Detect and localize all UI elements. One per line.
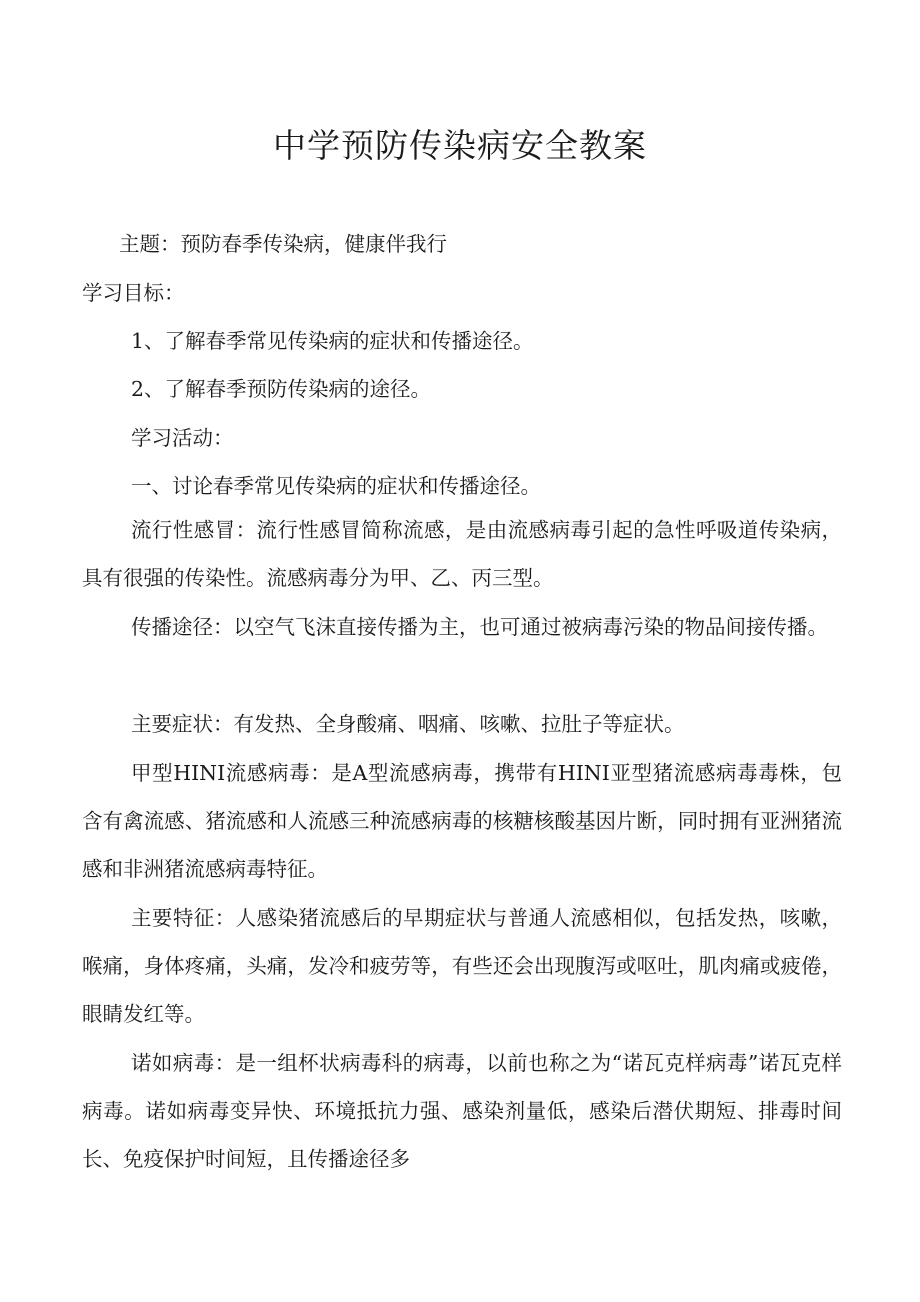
- paragraph-features: 主要特征：人感染猪流感后的早期症状与普通人流感相似，包括发热，咳嗽，喉痛，身体疼痛，头痛，发冷和疲劳等，有些还会出现腹泻或呕吐，肌肉痛或疲倦，眼睛发红等。: [82, 906, 842, 1026]
- paragraph-h1n1: 甲型HINI流感病毒：是A型流感病毒，携带有HINI亚型猪流感病毒毒株，包含有禽流感、猪流感和人流感三种流感病毒的核糖核酸基因片断，同时拥有亚洲猪流感和非洲猪流感病毒特征。: [82, 761, 842, 881]
- paragraph-flu: 流行性感冒：流行性感冒简称流感，是由流感病毒引起的急性呼吸道传染病，具有很强的传染性。流感病毒分为甲、乙、丙三型。: [82, 518, 842, 590]
- paragraph-transmission: 传播途径：以空气飞沫直接传播为主，也可通过被病毒污染的物品间接传播。: [131, 615, 828, 639]
- objectives-heading: 学习目标：: [82, 281, 185, 305]
- activities-heading: 学习活动：: [131, 426, 234, 450]
- page-title: 中学预防传染病安全教案: [273, 126, 647, 165]
- objective-item: 2、了解春季预防传染病的途径。: [131, 377, 432, 401]
- paragraph-norovirus: 诺如病毒：是一组杯状病毒科的病毒，以前也称之为“诺瓦克样病毒”诺瓦克样病毒。诺如病毒变异快、环境抵抗力强、感染剂量低，感染后潜伏期短、排毒时间长、免疫保护时间短，且传播途径多: [82, 1051, 842, 1171]
- objective-item: 1、了解春季常见传染病的症状和传播途径。: [131, 329, 534, 353]
- paragraph-symptoms: 主要症状：有发热、全身酸痛、咽痛、咳嗽、拉肚子等症状。: [131, 712, 685, 736]
- theme-line: 主题：预防春季传染病，健康伴我行: [119, 232, 447, 256]
- section-heading: 一、讨论春季常见传染病的症状和传播途径。: [131, 474, 541, 498]
